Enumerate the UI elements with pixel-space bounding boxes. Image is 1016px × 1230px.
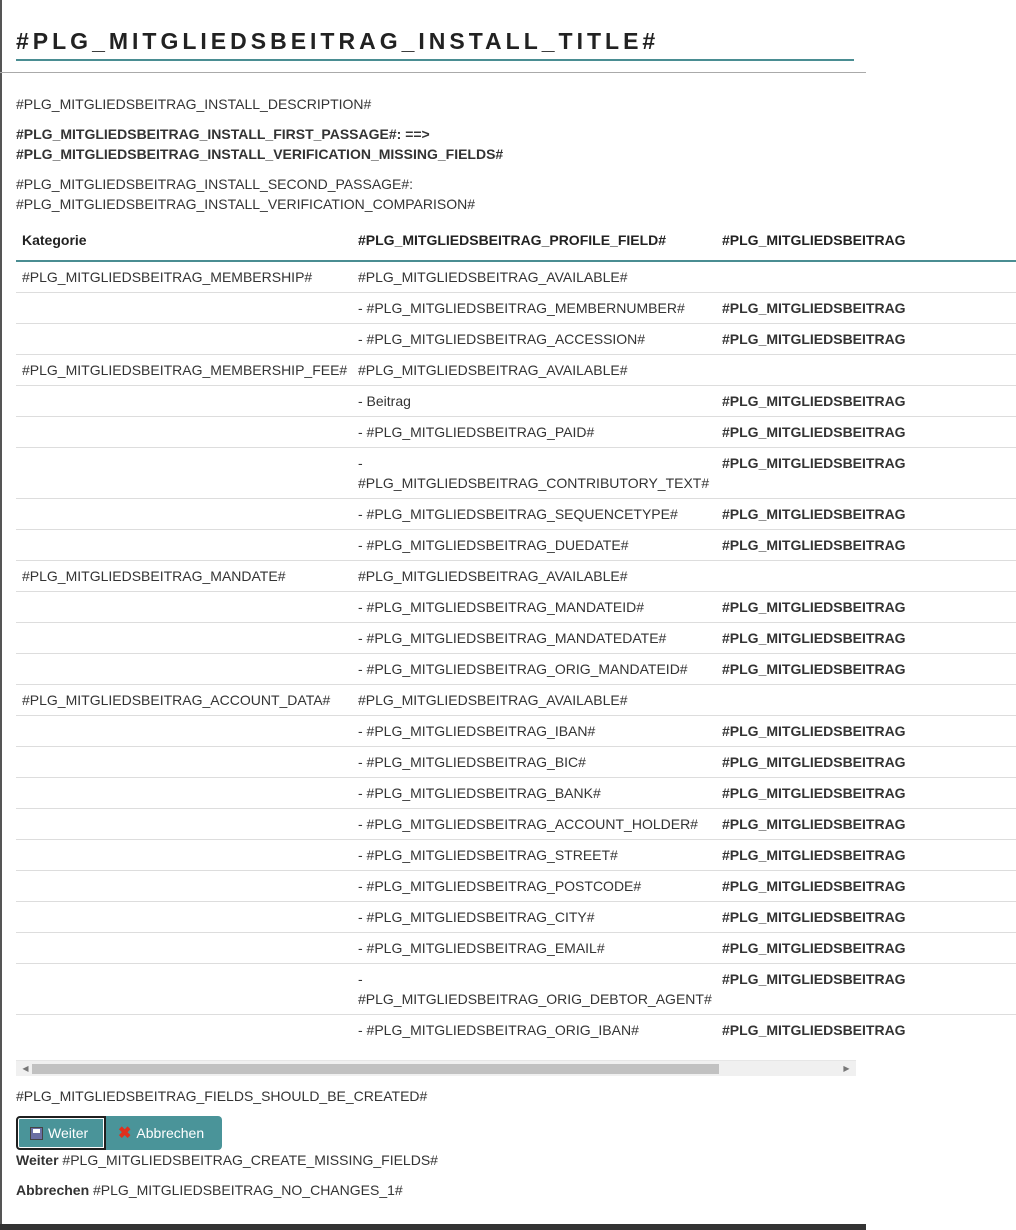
table-row bbox=[16, 747, 1016, 778]
table-row bbox=[16, 809, 1016, 840]
category-cell bbox=[16, 933, 352, 964]
profile-field-cell: #PLG_MITGLIEDSBEITRAG_AVAILABLE# bbox=[352, 355, 716, 386]
category-cell bbox=[16, 871, 352, 902]
profile-field-cell: - #PLG_MITGLIEDSBEITRAG_MEMBERNUMBER# bbox=[352, 293, 716, 324]
status-cell: #PLG_MITGLIEDSBEITRAG bbox=[716, 747, 1016, 778]
category-cell bbox=[16, 448, 352, 499]
table-row bbox=[16, 654, 1016, 685]
category-cell: #PLG_MITGLIEDSBEITRAG_MEMBERSHIP# bbox=[16, 261, 352, 293]
status-cell: #PLG_MITGLIEDSBEITRAG bbox=[716, 902, 1016, 933]
profile-field-cell: - #PLG_MITGLIEDSBEITRAG_DUEDATE# bbox=[352, 530, 716, 561]
category-cell bbox=[16, 964, 352, 1015]
table-row bbox=[16, 592, 1016, 623]
status-cell: #PLG_MITGLIEDSBEITRAG bbox=[716, 417, 1016, 448]
status-cell: #PLG_MITGLIEDSBEITRAG bbox=[716, 448, 1016, 499]
table-row bbox=[16, 324, 1016, 355]
profile-field-cell: - #PLG_MITGLIEDSBEITRAG_CONTRIBUTORY_TEXT# bbox=[352, 448, 716, 499]
category-cell bbox=[16, 417, 352, 448]
profile-field-cell: - #PLG_MITGLIEDSBEITRAG_CITY# bbox=[352, 902, 716, 933]
scroll-right-icon[interactable]: ▶ bbox=[843, 1064, 850, 1073]
table-row bbox=[16, 871, 1016, 902]
profile-field-cell: - #PLG_MITGLIEDSBEITRAG_MANDATEID# bbox=[352, 592, 716, 623]
cancel-button-label: Abbrechen bbox=[136, 1125, 205, 1141]
table-row bbox=[16, 386, 1016, 417]
second-passage-line1: #PLG_MITGLIEDSBEITRAG_INSTALL_SECOND_PASSAGE#: bbox=[16, 176, 414, 192]
fields-table bbox=[16, 224, 1016, 1045]
cancel-button[interactable] bbox=[106, 1116, 222, 1150]
profile-field-cell: - #PLG_MITGLIEDSBEITRAG_POSTCODE# bbox=[352, 871, 716, 902]
category-cell bbox=[16, 716, 352, 747]
profile-field-cell: - Beitrag bbox=[352, 386, 716, 417]
category-cell bbox=[16, 1015, 352, 1046]
next-button[interactable] bbox=[16, 1116, 106, 1150]
bottom-edge bbox=[0, 1224, 866, 1230]
status-cell: #PLG_MITGLIEDSBEITRAG bbox=[716, 964, 1016, 1015]
table-row bbox=[16, 1015, 1016, 1046]
status-cell bbox=[716, 261, 1016, 293]
category-cell bbox=[16, 293, 352, 324]
legend-next bbox=[16, 1150, 856, 1170]
status-cell bbox=[716, 561, 1016, 592]
legend-cancel-desc: #PLG_MITGLIEDSBEITRAG_NO_CHANGES_1# bbox=[89, 1182, 403, 1198]
status-cell: #PLG_MITGLIEDSBEITRAG bbox=[716, 809, 1016, 840]
category-cell bbox=[16, 778, 352, 809]
status-cell: #PLG_MITGLIEDSBEITRAG bbox=[716, 386, 1016, 417]
category-cell bbox=[16, 623, 352, 654]
profile-field-cell: - #PLG_MITGLIEDSBEITRAG_ACCESSION# bbox=[352, 324, 716, 355]
install-description: #PLG_MITGLIEDSBEITRAG_INSTALL_DESCRIPTION# bbox=[16, 96, 372, 112]
category-cell bbox=[16, 499, 352, 530]
table-row bbox=[16, 964, 1016, 1015]
table-row bbox=[16, 933, 1016, 964]
fields-table-container bbox=[16, 224, 906, 1060]
category-cell bbox=[16, 809, 352, 840]
first-passage-line1: #PLG_MITGLIEDSBEITRAG_INSTALL_FIRST_PASSAGE#: ==> bbox=[16, 126, 430, 142]
status-cell: #PLG_MITGLIEDSBEITRAG bbox=[716, 654, 1016, 685]
horizontal-scrollbar[interactable] bbox=[16, 1060, 856, 1076]
table-row bbox=[16, 778, 1016, 809]
table-row bbox=[16, 685, 1016, 716]
page-title-container bbox=[16, 28, 854, 61]
table-header-row bbox=[16, 224, 1016, 261]
category-cell bbox=[16, 530, 352, 561]
profile-field-cell: - #PLG_MITGLIEDSBEITRAG_ORIG_MANDATEID# bbox=[352, 654, 716, 685]
legend-next-term: Weiter bbox=[16, 1152, 59, 1168]
scroll-left-icon[interactable]: ◀ bbox=[22, 1064, 29, 1073]
status-cell: #PLG_MITGLIEDSBEITRAG bbox=[716, 840, 1016, 871]
column-header-profile-field: #PLG_MITGLIEDSBEITRAG_PROFILE_FIELD# bbox=[352, 224, 716, 261]
status-cell: #PLG_MITGLIEDSBEITRAG bbox=[716, 1015, 1016, 1046]
profile-field-cell: #PLG_MITGLIEDSBEITRAG_AVAILABLE# bbox=[352, 561, 716, 592]
profile-field-cell: - #PLG_MITGLIEDSBEITRAG_BIC# bbox=[352, 747, 716, 778]
category-cell bbox=[16, 386, 352, 417]
status-cell: #PLG_MITGLIEDSBEITRAG bbox=[716, 716, 1016, 747]
category-cell: #PLG_MITGLIEDSBEITRAG_MANDATE# bbox=[16, 561, 352, 592]
header-divider bbox=[0, 72, 866, 73]
status-cell: #PLG_MITGLIEDSBEITRAG bbox=[716, 530, 1016, 561]
next-button-label: Weiter bbox=[48, 1125, 89, 1141]
profile-field-cell: - #PLG_MITGLIEDSBEITRAG_BANK# bbox=[352, 778, 716, 809]
table-row bbox=[16, 448, 1016, 499]
fields-should-be-created: #PLG_MITGLIEDSBEITRAG_FIELDS_SHOULD_BE_CREATED# bbox=[16, 1088, 428, 1104]
first-passage bbox=[16, 124, 856, 164]
column-header-category: Kategorie bbox=[16, 224, 352, 261]
status-cell: #PLG_MITGLIEDSBEITRAG bbox=[716, 778, 1016, 809]
status-cell: #PLG_MITGLIEDSBEITRAG bbox=[716, 324, 1016, 355]
save-icon bbox=[30, 1127, 43, 1140]
legend-cancel bbox=[16, 1180, 856, 1200]
status-cell: #PLG_MITGLIEDSBEITRAG bbox=[716, 293, 1016, 324]
table-row bbox=[16, 355, 1016, 386]
table-row bbox=[16, 417, 1016, 448]
category-cell bbox=[16, 902, 352, 933]
profile-field-cell: - #PLG_MITGLIEDSBEITRAG_ACCOUNT_HOLDER# bbox=[352, 809, 716, 840]
status-cell bbox=[716, 355, 1016, 386]
profile-field-cell: - #PLG_MITGLIEDSBEITRAG_PAID# bbox=[352, 417, 716, 448]
table-row bbox=[16, 840, 1016, 871]
status-cell: #PLG_MITGLIEDSBEITRAG bbox=[716, 871, 1016, 902]
table-row bbox=[16, 293, 1016, 324]
profile-field-cell: - #PLG_MITGLIEDSBEITRAG_EMAIL# bbox=[352, 933, 716, 964]
category-cell bbox=[16, 747, 352, 778]
profile-field-cell: - #PLG_MITGLIEDSBEITRAG_ORIG_DEBTOR_AGENT# bbox=[352, 964, 716, 1015]
category-cell: #PLG_MITGLIEDSBEITRAG_MEMBERSHIP_FEE# bbox=[16, 355, 352, 386]
table-row bbox=[16, 623, 1016, 654]
profile-field-cell: #PLG_MITGLIEDSBEITRAG_AVAILABLE# bbox=[352, 685, 716, 716]
profile-field-cell: - #PLG_MITGLIEDSBEITRAG_MANDATEDATE# bbox=[352, 623, 716, 654]
table-row bbox=[16, 902, 1016, 933]
close-icon: ✖ bbox=[118, 1125, 132, 1142]
page-title: #PLG_MITGLIEDSBEITRAG_INSTALL_TITLE# bbox=[16, 28, 660, 54]
table-row bbox=[16, 716, 1016, 747]
second-passage bbox=[16, 174, 856, 214]
status-cell: #PLG_MITGLIEDSBEITRAG bbox=[716, 933, 1016, 964]
profile-field-cell: - #PLG_MITGLIEDSBEITRAG_IBAN# bbox=[352, 716, 716, 747]
category-cell: #PLG_MITGLIEDSBEITRAG_ACCOUNT_DATA# bbox=[16, 685, 352, 716]
table-row bbox=[16, 561, 1016, 592]
profile-field-cell: - #PLG_MITGLIEDSBEITRAG_STREET# bbox=[352, 840, 716, 871]
status-cell: #PLG_MITGLIEDSBEITRAG bbox=[716, 499, 1016, 530]
table-row bbox=[16, 499, 1016, 530]
category-cell bbox=[16, 654, 352, 685]
column-header-status: #PLG_MITGLIEDSBEITRAG bbox=[716, 224, 1016, 261]
category-cell bbox=[16, 324, 352, 355]
profile-field-cell: #PLG_MITGLIEDSBEITRAG_AVAILABLE# bbox=[352, 261, 716, 293]
table-row bbox=[16, 530, 1016, 561]
status-cell: #PLG_MITGLIEDSBEITRAG bbox=[716, 623, 1016, 654]
scrollbar-thumb[interactable] bbox=[32, 1064, 719, 1074]
legend-cancel-term: Abbrechen bbox=[16, 1182, 90, 1198]
first-passage-line2: #PLG_MITGLIEDSBEITRAG_INSTALL_VERIFICATION_MISSING_FIELDS# bbox=[16, 146, 504, 162]
button-group bbox=[16, 1116, 222, 1150]
status-cell: #PLG_MITGLIEDSBEITRAG bbox=[716, 592, 1016, 623]
second-passage-line2: #PLG_MITGLIEDSBEITRAG_INSTALL_VERIFICATION_COMPARISON# bbox=[16, 196, 476, 212]
category-cell bbox=[16, 592, 352, 623]
table-row bbox=[16, 261, 1016, 293]
profile-field-cell: - #PLG_MITGLIEDSBEITRAG_ORIG_IBAN# bbox=[352, 1015, 716, 1046]
profile-field-cell: - #PLG_MITGLIEDSBEITRAG_SEQUENCETYPE# bbox=[352, 499, 716, 530]
legend-next-desc: #PLG_MITGLIEDSBEITRAG_CREATE_MISSING_FIELDS# bbox=[58, 1152, 438, 1168]
status-cell bbox=[716, 685, 1016, 716]
category-cell bbox=[16, 840, 352, 871]
